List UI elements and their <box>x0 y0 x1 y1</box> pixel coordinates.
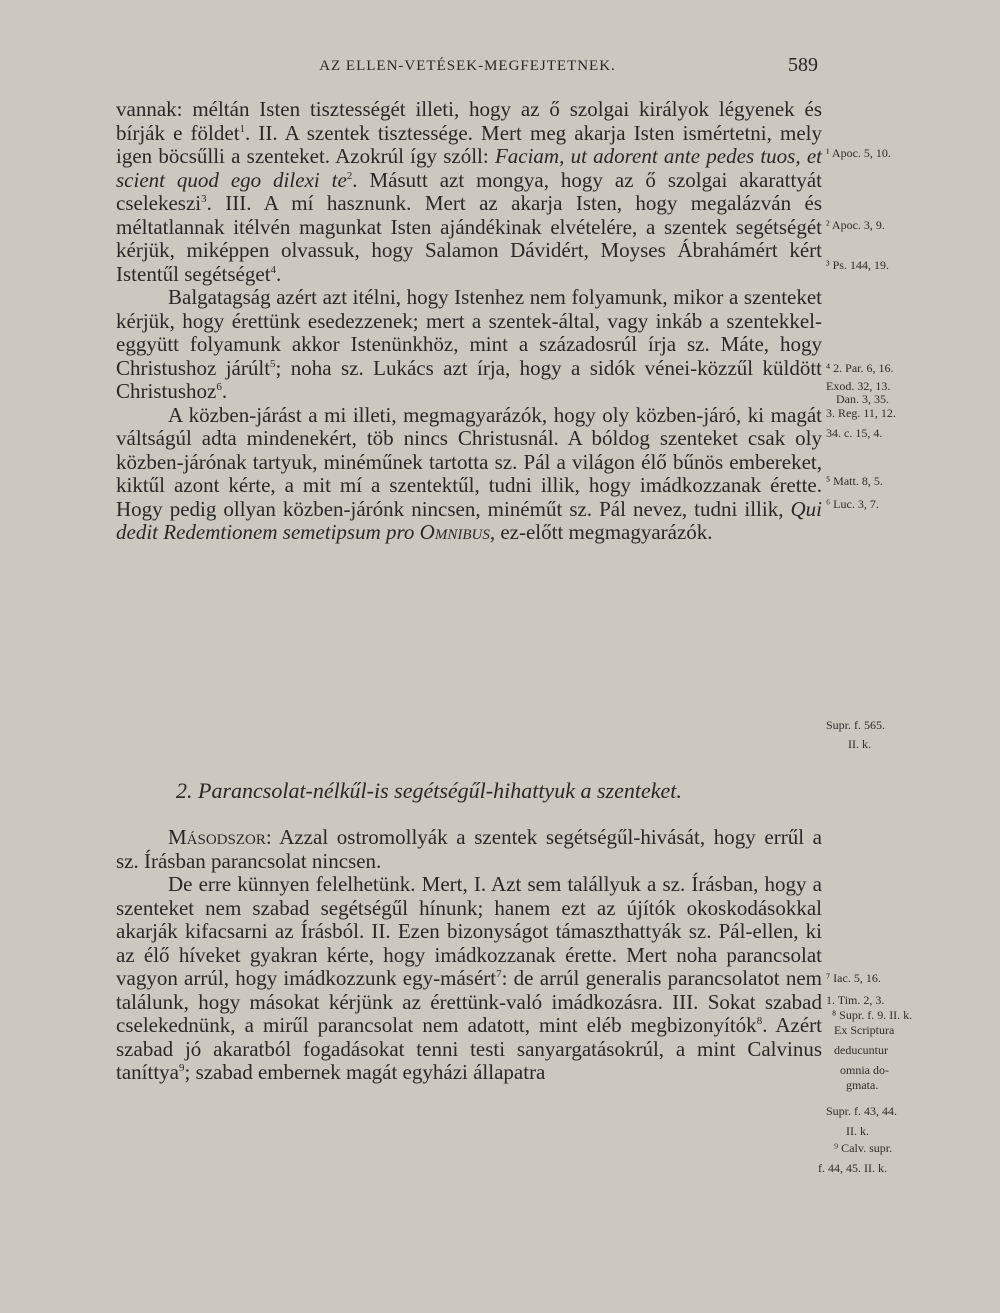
text: . <box>221 379 228 403</box>
text: : Azzal ostromollyák a szentek segétségűl-hivását, hogy errűl a sz. Írásban parancsolat nincsen. <box>116 825 822 873</box>
body-text-section-2 <box>116 826 822 1085</box>
latin-quote-smallcaps: Omnibus <box>419 520 490 544</box>
margin-note: ¹ Apoc. 5, 10. <box>826 146 891 160</box>
smallcaps-lead: Másodszor <box>168 825 266 849</box>
margin-note: 3. Reg. 11, 12. <box>826 406 896 420</box>
text: : de arrúl generalis parancsolatot nem találunk, hogy másokat kérjünk az érettünk-való imádkozásra. III. Sokat szabad cselekednünk, a mirűl parancsolat nem adatott, mint eléb megbizonyítók <box>116 966 822 1037</box>
margin-note: 1. Tim. 2, 3. <box>826 993 885 1007</box>
page-number: 589 <box>788 54 818 76</box>
latin-quote: Qui dedit Redemtionem semetipsum pro <box>116 496 822 544</box>
margin-note: ³ Ps. 144, 19. <box>826 258 889 272</box>
margin-note: ⁶ Luc. 3, 7. <box>826 497 879 511</box>
text: A közben-járást a mi illeti, megmagyarázók, hogy oly közben-járó, ki magát váltságúl adta mindenekért, töb nincs Christusnál. A bóldog szenteket csak oly közben-járónak tartyuk, minéműnek tartotta sz. Pál a világon élő bűnös embereket, kiktűl azont kérte, a mit mí a szentektűl, tudni illik, hogy imádkozzanak érette. Hogy pedig ollyan közben-járónk nincsen, minéműt sz. Pál nevez, tudni illik, <box>116 402 822 521</box>
margin-note: ² Apoc. 3, 9. <box>826 218 885 232</box>
paragraph <box>116 98 822 286</box>
margin-note: deducuntur <box>834 1043 888 1057</box>
paragraph <box>116 826 822 873</box>
margin-note: ⁸ Supr. f. 9. II. k. <box>832 1008 913 1022</box>
footnote-ref: 9 <box>178 1062 185 1074</box>
margin-note: gmata. <box>846 1078 879 1092</box>
text: , ez-előtt megmagyarázók. <box>489 520 713 544</box>
text: ; noha sz. Lukács azt írja, hogy a sidók vénei-közzűl küldött Christushoz <box>116 355 822 403</box>
text: vannak: méltán Isten tisztességét illeti, hogy az ő szolgai királyok légyenek és bírják e földet <box>116 97 822 145</box>
margin-note: Supr. f. 565. <box>826 718 886 732</box>
text: . Azért szabad jó akaratból fogadásokat tenni testi sanyargatásokrúl, a mint Calvinus taníttya <box>116 1013 823 1084</box>
footnote-ref: 5 <box>270 357 276 370</box>
margin-note: omnia do- <box>840 1063 889 1077</box>
margin-note: Supr. f. 43, 44. <box>826 1104 898 1118</box>
text: Balgatagság azért azt itélni, hogy Istenhez nem folyamunk, mikor a szenteket kérjük, hogy érettünk esedezzenek; mert a szentek-által, vagy inkáb a szentekkel-eggyütt folyamunk akkor Istenünkhöz, mint a századosrúl írja sz. Máte, hogy Christushoz járúlt <box>116 285 822 380</box>
footnote-ref: 2 <box>346 169 353 182</box>
margin-note: Ex Scriptura <box>834 1023 895 1037</box>
paragraph <box>116 404 822 545</box>
paragraph <box>116 286 822 404</box>
footnote-ref: 3 <box>201 193 207 205</box>
margin-note: ⁹ Calv. supr. <box>834 1141 893 1155</box>
text: De erre künnyen felelhetünk. Mert, I. Azt sem talállyuk a sz. Írásban, hogy a szenteket nem szabad segétségűl hínunk; hanem ezt az újítók okoskodásokkal akarják kifacsarni az Írásból. II. Ezen bizonyságot támaszthattyák sz. Pál-ellen, ki az élő híveket gyakran kérte, hogy imádkozzanak érette. Mert noha parancsolat vagyon arrúl, hogy imádkozzunk egy-másért <box>116 872 822 990</box>
margin-note: f. 44, 45. II. k. <box>818 1161 887 1175</box>
body-text-section-1 <box>116 98 822 545</box>
section-heading: 2. Parancsolat-nélkűl-is segétségűl-hihattyuk a szenteket. <box>176 778 682 803</box>
text: ; szabad embernek magát egyházi állapatra <box>184 1060 546 1084</box>
footnote-ref: 7 <box>496 968 502 980</box>
margin-note: Dan. 3, 35. <box>836 392 889 406</box>
text: . III. A mí hasznunk. Mert az akarja Isten, hogy megalázván és méltatlannak itélvén magunkat Isten ajándékinak elvételére, a szentek segétségét kérjük, miképpen olvassuk, hogy Salamon Dávidért, Moyses Ábrahámért kért Istentűl segétséget <box>116 191 822 286</box>
margin-note: 34. c. 15, 4. <box>826 426 883 440</box>
margin-note: ⁴ 2. Par. 6, 16. <box>826 361 894 375</box>
paragraph <box>116 873 822 1085</box>
text: . Másutt azt mongya, hogy az ő szolgai akarattyát cselekeszi <box>116 167 822 215</box>
text: . II. A szentek tisztessége. Mert meg akarja Isten ismértetni, mely igen böcsűlli a szenteket. Azokrúl így szóll: <box>116 120 822 168</box>
latin-quote: Faciam, ut adorent ante pedes tuos, et scient quod ego dilexi te <box>116 144 822 192</box>
footnote-ref: 4 <box>270 263 277 276</box>
footnote-ref: 1 <box>239 122 246 135</box>
margin-note: ⁵ Matt. 8, 5. <box>826 474 883 488</box>
margin-note: II. k. <box>846 1124 869 1138</box>
margin-note: ⁷ Iac. 5, 16. <box>826 971 881 985</box>
footnote-ref: 8 <box>756 1015 763 1027</box>
running-head: AZ ELLEN-VETÉSEK-MEGFEJTETNEK. <box>319 58 616 74</box>
margin-note: II. k. <box>848 737 871 751</box>
footnote-ref: 6 <box>216 381 222 393</box>
margin-note: Exod. 32, 13. <box>826 379 891 393</box>
text: . <box>276 261 282 286</box>
